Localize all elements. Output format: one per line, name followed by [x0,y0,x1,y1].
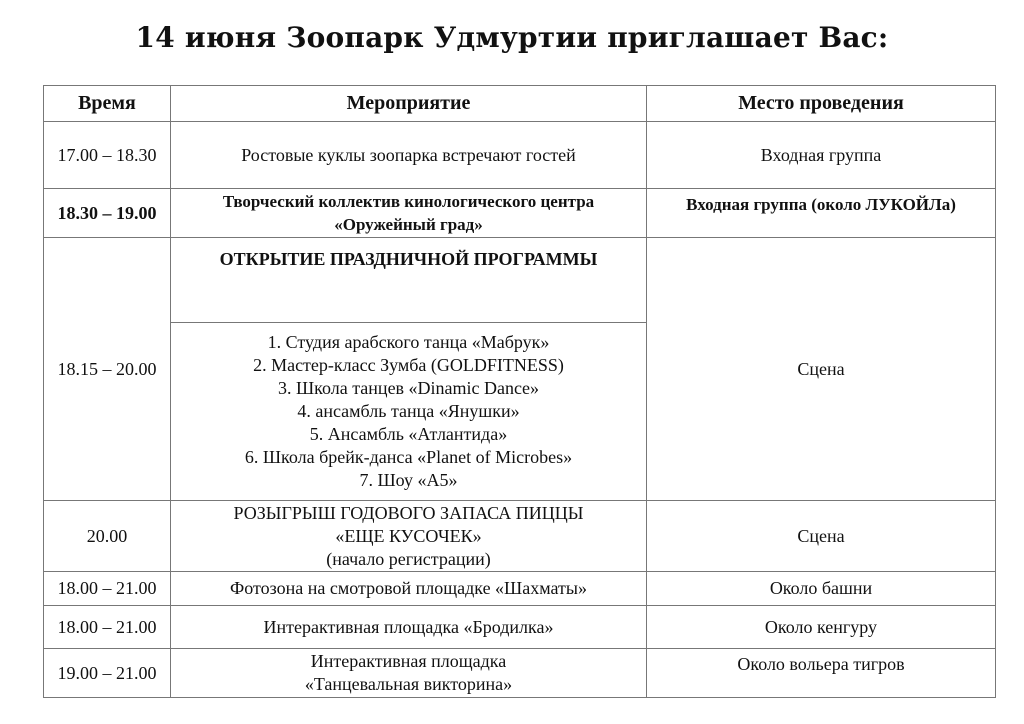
event-line: «Оружейный град» [334,215,483,234]
row-time: 18.00 – 21.00 [44,606,171,649]
row-event: Интерактивная площадка «Бродилка» [171,606,647,649]
page-title: 14 июня Зоопарк Удмуртии приглашает Вас: [135,21,889,54]
table-row [44,649,996,698]
row-place: Входная группа [647,122,996,189]
event-line: РОЗЫГРЫШ ГОДОВОГО ЗАПАСА ПИЦЦЫ [233,502,584,523]
program-list [171,323,647,501]
program-item: 6. Школа брейк-данса «Planet of Microbes» [244,447,573,467]
row-place: Сцена [647,238,996,501]
row-time: 18.00 – 21.00 [44,572,171,606]
header-place: Место проведения [647,86,996,122]
row-place: Около кенгуру [647,606,996,649]
row-time: 18.30 – 19.00 [44,189,171,238]
row-event: Фотозона на смотровой площадке «Шахматы» [171,572,647,606]
event-line: Интерактивная площадка [310,651,507,671]
schedule-table [43,85,996,698]
header-event: Мероприятие [171,86,647,122]
table-row [44,606,996,649]
row-time: 18.15 – 20.00 [44,238,171,501]
row-time: 17.00 – 18.30 [44,122,171,189]
header-time: Время [44,86,171,122]
row-event [171,501,647,572]
row-event [171,189,647,238]
table-row [44,572,996,606]
table-row [44,189,996,238]
row-event: Ростовые куклы зоопарка встречают гостей [171,122,647,189]
event-line: (начало регистрации) [326,548,491,569]
row-time: 20.00 [44,501,171,572]
row-place: Около башни [647,572,996,606]
opening-heading: ОТКРЫТИЕ ПРАЗДНИЧНОЙ ПРОГРАММЫ [171,238,647,323]
table-row [44,238,996,323]
row-place: Около вольера тигров [647,649,996,698]
event-line: «Танцевальная викторина» [304,674,513,694]
program-item: 3. Школа танцев «Dinamic Dance» [278,378,539,398]
row-event [171,649,647,698]
row-place: Входная группа (около ЛУКОЙЛа) [647,189,996,238]
event-line: Творческий коллектив кинологического центра [222,192,595,211]
program-item: 5. Ансамбль «Атлантида» [309,424,508,444]
row-place: Сцена [647,501,996,572]
program-item: 2. Мастер-класс Зумба (GOLDFITNESS) [253,355,564,375]
table-header-row [44,86,996,122]
program-item: 4. ансамбль танца «Янушки» [297,401,520,421]
row-time: 19.00 – 21.00 [44,649,171,698]
table-row [44,122,996,189]
event-line: «ЕЩЕ КУСОЧЕК» [335,525,482,546]
program-item: 1. Студия арабского танца «Мабрук» [267,332,550,352]
table-row [44,501,996,572]
program-item: 7. Шоу «А5» [359,470,458,490]
